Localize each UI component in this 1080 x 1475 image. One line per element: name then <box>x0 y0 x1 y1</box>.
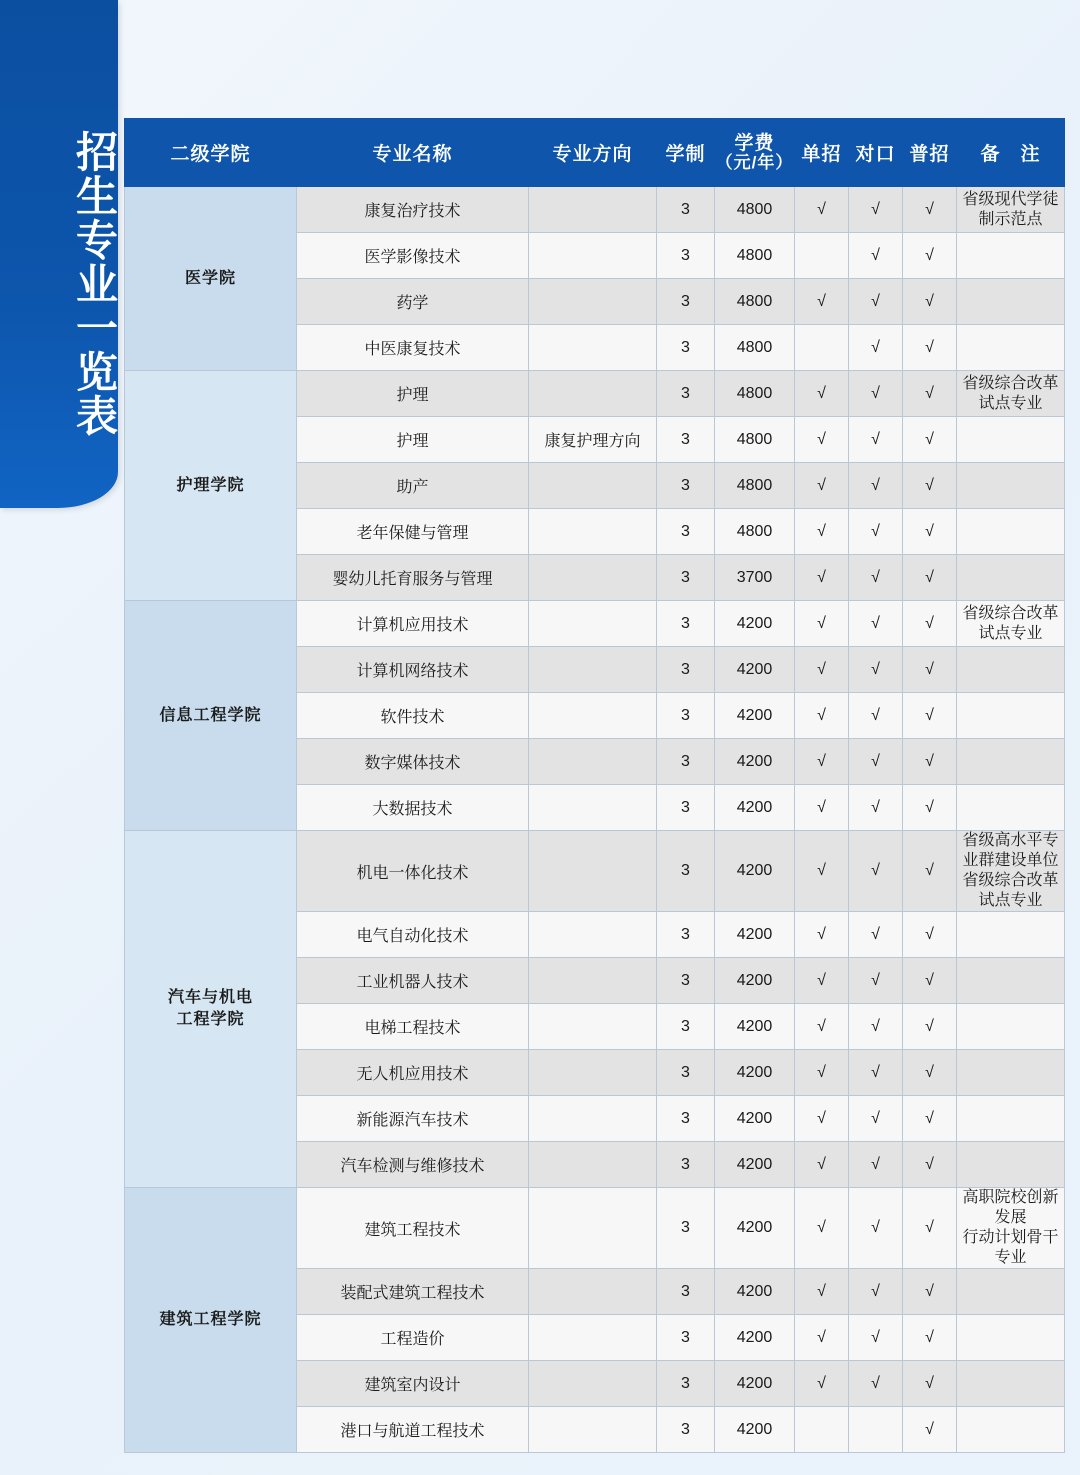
general-admission-cell: √ <box>903 1315 957 1361</box>
major-direction-cell <box>529 371 657 417</box>
general-admission-cell: √ <box>903 1142 957 1188</box>
remark-cell: 高职院校创新发展 行动计划骨干专业 <box>957 1188 1065 1269</box>
major-name-cell: 大数据技术 <box>297 785 529 831</box>
major-direction-cell <box>529 1361 657 1407</box>
remark-cell <box>957 279 1065 325</box>
tuition-fee-cell: 4800 <box>715 371 795 417</box>
counterpart-admission-cell: √ <box>849 1142 903 1188</box>
counterpart-admission-cell: √ <box>849 831 903 912</box>
tuition-fee-cell: 4200 <box>715 785 795 831</box>
column-header-3: 学制 <box>657 119 715 187</box>
column-header-2: 专业方向 <box>529 119 657 187</box>
study-years-cell: 3 <box>657 325 715 371</box>
major-name-cell: 软件技术 <box>297 693 529 739</box>
remark-cell <box>957 463 1065 509</box>
counterpart-admission-cell: √ <box>849 958 903 1004</box>
general-admission-cell: √ <box>903 693 957 739</box>
general-admission-cell: √ <box>903 279 957 325</box>
counterpart-admission-cell: √ <box>849 187 903 233</box>
general-admission-cell: √ <box>903 417 957 463</box>
general-admission-cell: √ <box>903 958 957 1004</box>
major-name-cell: 医学影像技术 <box>297 233 529 279</box>
counterpart-admission-cell: √ <box>849 739 903 785</box>
study-years-cell: 3 <box>657 1407 715 1453</box>
counterpart-admission-cell: √ <box>849 1096 903 1142</box>
major-direction-cell <box>529 831 657 912</box>
remark-cell <box>957 1361 1065 1407</box>
study-years-cell: 3 <box>657 647 715 693</box>
major-direction-cell <box>529 463 657 509</box>
major-direction-cell <box>529 785 657 831</box>
single-admission-cell: √ <box>795 958 849 1004</box>
major-direction-cell <box>529 325 657 371</box>
remark-cell: 省级综合改革试点专业 <box>957 601 1065 647</box>
remark-cell <box>957 958 1065 1004</box>
general-admission-cell: √ <box>903 1096 957 1142</box>
general-admission-cell: √ <box>903 739 957 785</box>
table-row <box>125 831 1065 912</box>
college-name-cell: 建筑工程学院 <box>125 1188 297 1453</box>
single-admission-cell <box>795 325 849 371</box>
general-admission-cell: √ <box>903 509 957 555</box>
major-direction-cell <box>529 958 657 1004</box>
table-row <box>125 187 1065 233</box>
college-name-cell: 汽车与机电 工程学院 <box>125 831 297 1188</box>
remark-cell <box>957 417 1065 463</box>
single-admission-cell: √ <box>795 1050 849 1096</box>
study-years-cell: 3 <box>657 1050 715 1096</box>
general-admission-cell: √ <box>903 555 957 601</box>
column-header-6: 对口 <box>849 119 903 187</box>
major-direction-cell <box>529 1142 657 1188</box>
major-direction-cell <box>529 693 657 739</box>
remark-cell: 省级高水平专业群建设单位 省级综合改革试点专业 <box>957 831 1065 912</box>
table-body <box>125 187 1065 1453</box>
major-direction-cell <box>529 187 657 233</box>
tuition-fee-cell: 4200 <box>715 647 795 693</box>
major-direction-cell: 康复护理方向 <box>529 417 657 463</box>
remark-cell <box>957 1004 1065 1050</box>
college-name-cell: 医学院 <box>125 187 297 371</box>
column-header-4: 学费 （元/年） <box>715 119 795 187</box>
tuition-fee-cell: 4800 <box>715 509 795 555</box>
general-admission-cell: √ <box>903 647 957 693</box>
tuition-fee-cell: 4200 <box>715 693 795 739</box>
counterpart-admission-cell: √ <box>849 647 903 693</box>
tuition-fee-cell: 4800 <box>715 187 795 233</box>
general-admission-cell: √ <box>903 463 957 509</box>
counterpart-admission-cell: √ <box>849 1188 903 1269</box>
remark-cell <box>957 1142 1065 1188</box>
tuition-fee-cell: 4200 <box>715 831 795 912</box>
tuition-fee-cell: 4200 <box>715 958 795 1004</box>
tuition-fee-cell: 4200 <box>715 1315 795 1361</box>
remark-cell: 省级现代学徒制示范点 <box>957 187 1065 233</box>
study-years-cell: 3 <box>657 958 715 1004</box>
major-name-cell: 护理 <box>297 417 529 463</box>
general-admission-cell: √ <box>903 831 957 912</box>
major-name-cell: 建筑室内设计 <box>297 1361 529 1407</box>
major-name-cell: 工程造价 <box>297 1315 529 1361</box>
remark-cell <box>957 233 1065 279</box>
single-admission-cell: √ <box>795 371 849 417</box>
study-years-cell: 3 <box>657 279 715 325</box>
remark-cell <box>957 1315 1065 1361</box>
major-name-cell: 港口与航道工程技术 <box>297 1407 529 1453</box>
single-admission-cell: √ <box>795 1142 849 1188</box>
major-name-cell: 新能源汽车技术 <box>297 1096 529 1142</box>
major-name-cell: 婴幼儿托育服务与管理 <box>297 555 529 601</box>
single-admission-cell: √ <box>795 831 849 912</box>
counterpart-admission-cell: √ <box>849 601 903 647</box>
study-years-cell: 3 <box>657 601 715 647</box>
counterpart-admission-cell: √ <box>849 325 903 371</box>
tuition-fee-cell: 4200 <box>715 1361 795 1407</box>
major-name-cell: 装配式建筑工程技术 <box>297 1269 529 1315</box>
study-years-cell: 3 <box>657 463 715 509</box>
major-direction-cell <box>529 1004 657 1050</box>
study-years-cell: 3 <box>657 233 715 279</box>
major-direction-cell <box>529 1407 657 1453</box>
remark-cell <box>957 1407 1065 1453</box>
page-title: 招生专业一览表 <box>71 130 118 438</box>
major-direction-cell <box>529 1050 657 1096</box>
study-years-cell: 3 <box>657 785 715 831</box>
study-years-cell: 3 <box>657 912 715 958</box>
tuition-fee-cell: 4200 <box>715 1269 795 1315</box>
column-header-5: 单招 <box>795 119 849 187</box>
major-name-cell: 电梯工程技术 <box>297 1004 529 1050</box>
remark-cell <box>957 509 1065 555</box>
remark-cell <box>957 1269 1065 1315</box>
counterpart-admission-cell: √ <box>849 1269 903 1315</box>
remark-cell <box>957 739 1065 785</box>
major-name-cell: 机电一体化技术 <box>297 831 529 912</box>
study-years-cell: 3 <box>657 187 715 233</box>
tuition-fee-cell: 4200 <box>715 1142 795 1188</box>
single-admission-cell: √ <box>795 463 849 509</box>
counterpart-admission-cell: √ <box>849 371 903 417</box>
table-header <box>125 119 1065 187</box>
column-header-8: 备 注 <box>957 119 1065 187</box>
counterpart-admission-cell: √ <box>849 233 903 279</box>
major-name-cell: 中医康复技术 <box>297 325 529 371</box>
study-years-cell: 3 <box>657 1361 715 1407</box>
major-direction-cell <box>529 509 657 555</box>
table-row <box>125 601 1065 647</box>
remark-cell <box>957 647 1065 693</box>
table-row <box>125 371 1065 417</box>
major-direction-cell <box>529 555 657 601</box>
major-direction-cell <box>529 1188 657 1269</box>
tuition-fee-cell: 4800 <box>715 417 795 463</box>
general-admission-cell: √ <box>903 187 957 233</box>
major-name-cell: 计算机网络技术 <box>297 647 529 693</box>
major-direction-cell <box>529 601 657 647</box>
remark-cell <box>957 325 1065 371</box>
single-admission-cell: √ <box>795 555 849 601</box>
tuition-fee-cell: 4200 <box>715 1096 795 1142</box>
major-direction-cell <box>529 1269 657 1315</box>
single-admission-cell: √ <box>795 187 849 233</box>
column-header-7: 普招 <box>903 119 957 187</box>
tuition-fee-cell: 4200 <box>715 1004 795 1050</box>
single-admission-cell: √ <box>795 1361 849 1407</box>
tuition-fee-cell: 4200 <box>715 1050 795 1096</box>
general-admission-cell: √ <box>903 785 957 831</box>
remark-cell <box>957 785 1065 831</box>
single-admission-cell: √ <box>795 417 849 463</box>
tuition-fee-cell: 4800 <box>715 325 795 371</box>
tuition-fee-cell: 4800 <box>715 233 795 279</box>
major-direction-cell <box>529 279 657 325</box>
single-admission-cell: √ <box>795 912 849 958</box>
major-name-cell: 无人机应用技术 <box>297 1050 529 1096</box>
study-years-cell: 3 <box>657 1269 715 1315</box>
tuition-fee-cell: 4200 <box>715 1188 795 1269</box>
general-admission-cell: √ <box>903 325 957 371</box>
tuition-fee-cell: 4800 <box>715 279 795 325</box>
major-name-cell: 计算机应用技术 <box>297 601 529 647</box>
study-years-cell: 3 <box>657 831 715 912</box>
single-admission-cell: √ <box>795 1315 849 1361</box>
counterpart-admission-cell <box>849 1407 903 1453</box>
general-admission-cell: √ <box>903 1004 957 1050</box>
general-admission-cell: √ <box>903 233 957 279</box>
majors-table-container <box>124 118 1059 1453</box>
major-direction-cell <box>529 1315 657 1361</box>
tuition-fee-cell: 4800 <box>715 463 795 509</box>
major-direction-cell <box>529 912 657 958</box>
single-admission-cell: √ <box>795 647 849 693</box>
general-admission-cell: √ <box>903 1269 957 1315</box>
general-admission-cell: √ <box>903 912 957 958</box>
general-admission-cell: √ <box>903 1188 957 1269</box>
study-years-cell: 3 <box>657 739 715 785</box>
single-admission-cell: √ <box>795 509 849 555</box>
study-years-cell: 3 <box>657 1004 715 1050</box>
single-admission-cell <box>795 1407 849 1453</box>
single-admission-cell: √ <box>795 739 849 785</box>
counterpart-admission-cell: √ <box>849 509 903 555</box>
single-admission-cell: √ <box>795 1188 849 1269</box>
counterpart-admission-cell: √ <box>849 417 903 463</box>
counterpart-admission-cell: √ <box>849 1315 903 1361</box>
single-admission-cell: √ <box>795 1004 849 1050</box>
general-admission-cell: √ <box>903 371 957 417</box>
general-admission-cell: √ <box>903 1361 957 1407</box>
counterpart-admission-cell: √ <box>849 1050 903 1096</box>
remark-cell <box>957 1096 1065 1142</box>
counterpart-admission-cell: √ <box>849 912 903 958</box>
tuition-fee-cell: 4200 <box>715 739 795 785</box>
major-name-cell: 数字媒体技术 <box>297 739 529 785</box>
counterpart-admission-cell: √ <box>849 463 903 509</box>
remark-cell <box>957 912 1065 958</box>
general-admission-cell: √ <box>903 1050 957 1096</box>
page-banner <box>0 0 118 508</box>
study-years-cell: 3 <box>657 417 715 463</box>
single-admission-cell: √ <box>795 693 849 739</box>
column-header-1: 专业名称 <box>297 119 529 187</box>
remark-cell: 省级综合改革试点专业 <box>957 371 1065 417</box>
major-name-cell: 药学 <box>297 279 529 325</box>
counterpart-admission-cell: √ <box>849 1004 903 1050</box>
counterpart-admission-cell: √ <box>849 693 903 739</box>
study-years-cell: 3 <box>657 693 715 739</box>
tuition-fee-cell: 4200 <box>715 912 795 958</box>
study-years-cell: 3 <box>657 509 715 555</box>
majors-table <box>124 118 1065 1453</box>
major-name-cell: 助产 <box>297 463 529 509</box>
single-admission-cell <box>795 233 849 279</box>
general-admission-cell: √ <box>903 1407 957 1453</box>
major-direction-cell <box>529 233 657 279</box>
remark-cell <box>957 1050 1065 1096</box>
major-direction-cell <box>529 739 657 785</box>
college-name-cell: 信息工程学院 <box>125 601 297 831</box>
study-years-cell: 3 <box>657 1315 715 1361</box>
major-name-cell: 建筑工程技术 <box>297 1188 529 1269</box>
single-admission-cell: √ <box>795 785 849 831</box>
remark-cell <box>957 693 1065 739</box>
single-admission-cell: √ <box>795 601 849 647</box>
college-name-cell: 护理学院 <box>125 371 297 601</box>
major-direction-cell <box>529 1096 657 1142</box>
study-years-cell: 3 <box>657 1096 715 1142</box>
major-name-cell: 康复治疗技术 <box>297 187 529 233</box>
counterpart-admission-cell: √ <box>849 1361 903 1407</box>
major-name-cell: 护理 <box>297 371 529 417</box>
remark-cell <box>957 555 1065 601</box>
single-admission-cell: √ <box>795 1269 849 1315</box>
counterpart-admission-cell: √ <box>849 279 903 325</box>
table-row <box>125 1188 1065 1269</box>
tuition-fee-cell: 4200 <box>715 601 795 647</box>
counterpart-admission-cell: √ <box>849 555 903 601</box>
major-name-cell: 电气自动化技术 <box>297 912 529 958</box>
study-years-cell: 3 <box>657 371 715 417</box>
study-years-cell: 3 <box>657 1188 715 1269</box>
major-name-cell: 汽车检测与维修技术 <box>297 1142 529 1188</box>
single-admission-cell: √ <box>795 279 849 325</box>
study-years-cell: 3 <box>657 1142 715 1188</box>
counterpart-admission-cell: √ <box>849 785 903 831</box>
tuition-fee-cell: 3700 <box>715 555 795 601</box>
major-direction-cell <box>529 647 657 693</box>
major-name-cell: 老年保健与管理 <box>297 509 529 555</box>
tuition-fee-cell: 4200 <box>715 1407 795 1453</box>
single-admission-cell: √ <box>795 1096 849 1142</box>
column-header-0: 二级学院 <box>125 119 297 187</box>
major-name-cell: 工业机器人技术 <box>297 958 529 1004</box>
study-years-cell: 3 <box>657 555 715 601</box>
general-admission-cell: √ <box>903 601 957 647</box>
